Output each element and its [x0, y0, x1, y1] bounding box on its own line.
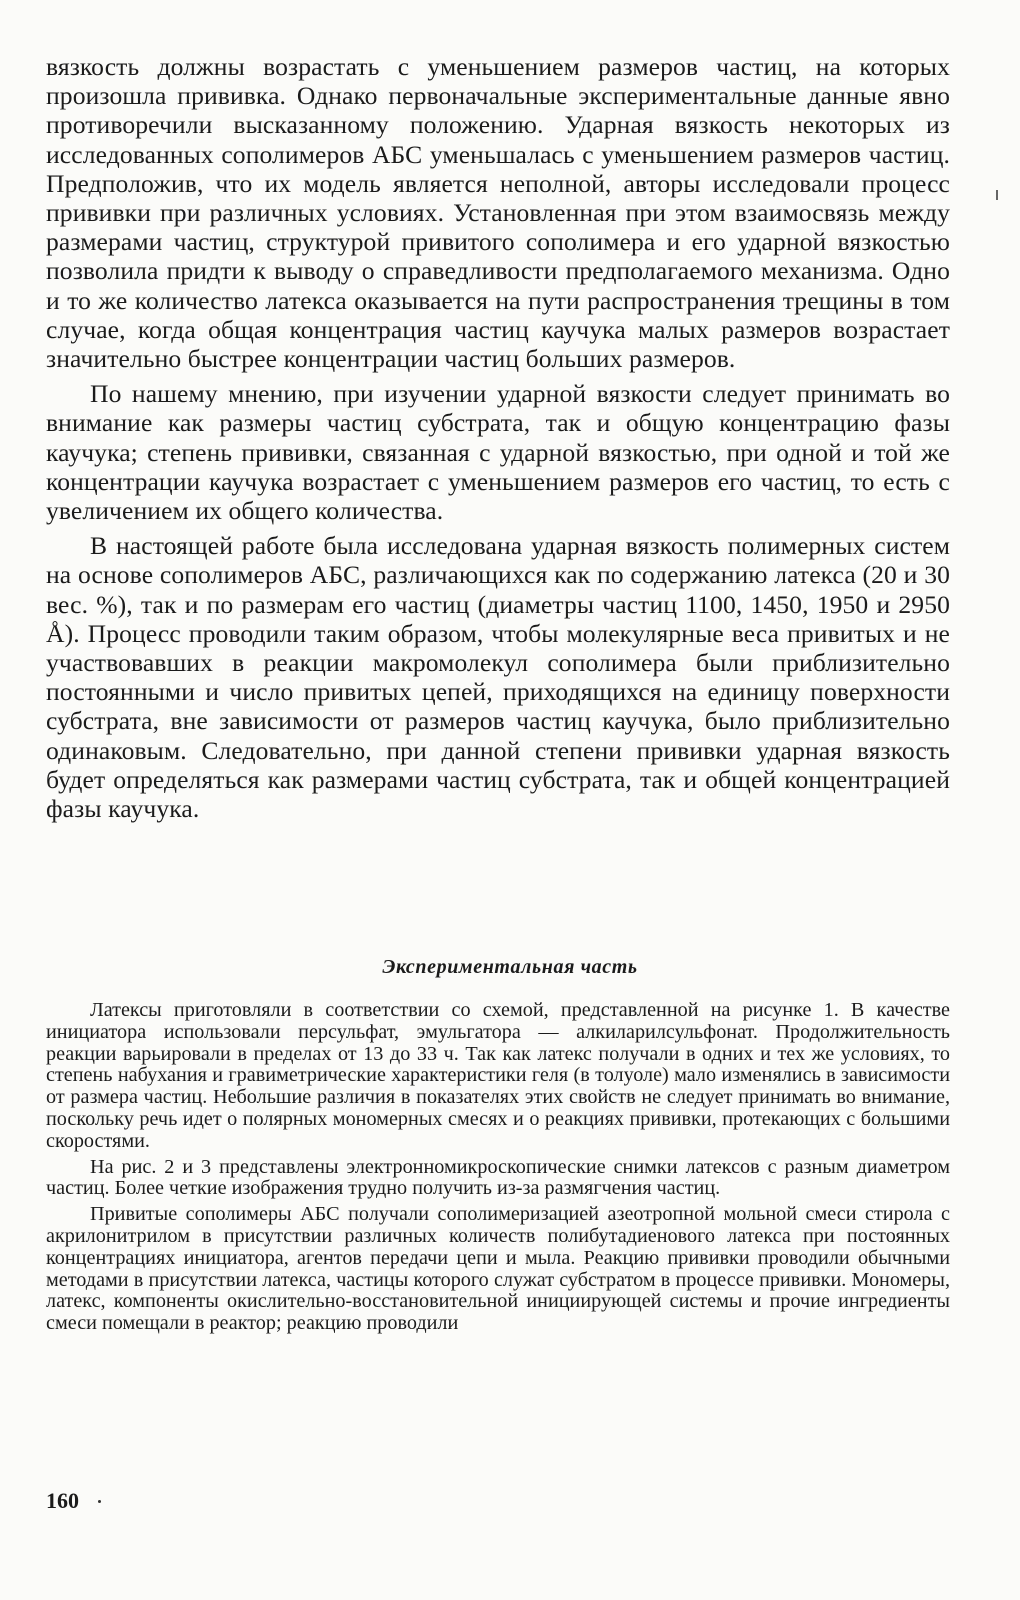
print-dot — [98, 1500, 101, 1503]
paragraph-micrographs: На рис. 2 и 3 представлены электронномикроскопические снимки латексов с разным диаметром частиц. Более четкие изображения трудно получить из-за размягчения частиц. — [46, 1155, 950, 1200]
page-number: 160 — [46, 1488, 79, 1513]
main-text — [46, 52, 950, 829]
paragraph-continuation: вязкость должны возрастать с уменьшением размеров частиц, на которых произошла прививка. Однако первоначальные экспериментальные данные явно противоречили высказанному положению. Ударная вязкость некоторых из исследованных сополимеров АБС уменьшалась с уменьшением размеров частиц. Предположив, что их модель является неполной, авторы исследовали процесс прививки при различных условиях. Установленная при этом взаимосвязь между размерами частиц, структурой привитого сополимера и его ударной вязкостью позволила придти к выводу о справедливости предполагаемого механизма. Одно и то же количество латекса оказывается на пути распространения трещины в том случае, когда общая концентрация частиц каучука малых размеров возрастает значительно быстрее концентрации частиц больших размеров. — [46, 52, 950, 374]
margin-speck — [996, 190, 998, 200]
paragraph-latex-preparation: Латексы приготовляли в соответствии со схемой, представленной на рисунке 1. В качестве инициатора использовали персульфат, эмульгатора — алкиларилсульфонат. Продолжительность реакции варьировали в пределах от 13 до 33 ч. Так как латекс получали в одних и тех же условиях, то степень набухания и гравиметрические характеристики геля (в толуоле) мало изменялись в зависимости от размера частиц. Небольшие различия в показателях этих свойств не следует принимать во внимание, поскольку речь идет о полярных мономерных смесях и о реакциях прививки, протекающих с большими скоростями. — [46, 999, 950, 1152]
paragraph-present-work: В настоящей работе была исследована ударная вязкость полимерных систем на основе сополимеров АБС, различающихся как по содержанию латекса (20 и 30 вес. %), так и по размерам его частиц (диаметры частиц 1100, 1450, 1950 и 2950 Å). Процесс проводили таким образом, чтобы молекулярные веса привитых и не участвовавших в реакции макромолекул сополимера были приблизительно постоянными и число привитых цепей, приходящихся на единицу поверхности субстрата, вне зависимости от размеров частиц каучука, было приблизительно одинаковым. Следовательно, при данной степени прививки ударная вязкость будет определяться как размерами частиц субстрата, так и общей концентрацией фазы каучука. — [46, 531, 950, 824]
section-heading: Экспериментальная часть — [382, 956, 638, 978]
experimental-section-text — [46, 1000, 950, 1339]
paragraph-graft-copolymers: Привитые сополимеры АБС получали сополимеризацией азеотропной мольной смеси стирола с акрилонитрилом в присутствии различных количеств полибутадиенового латекса при постоянных концентрациях инициатора, агентов передачи цепи и мыла. Реакцию прививки проводили обычными методами в присутствии латекса, частицы которого служат субстратом в процессе прививки. Мономеры, латекс, компоненты окислительно-восстановительной инициирующей системы и прочие ингредиенты смеси помещали в реактор; реакцию проводили — [46, 1203, 950, 1335]
paragraph-opinion: По нашему мнению, при изучении ударной вязкости следует принимать во внимание как размеры частиц субстрата, так и общую концентрацию фазы каучука; степень прививки, связанная с ударной вязкостью, при одной и той же концентрации каучука возрастает с уменьшением размеров его частиц, то есть с увеличением их общего количества. — [46, 379, 950, 526]
